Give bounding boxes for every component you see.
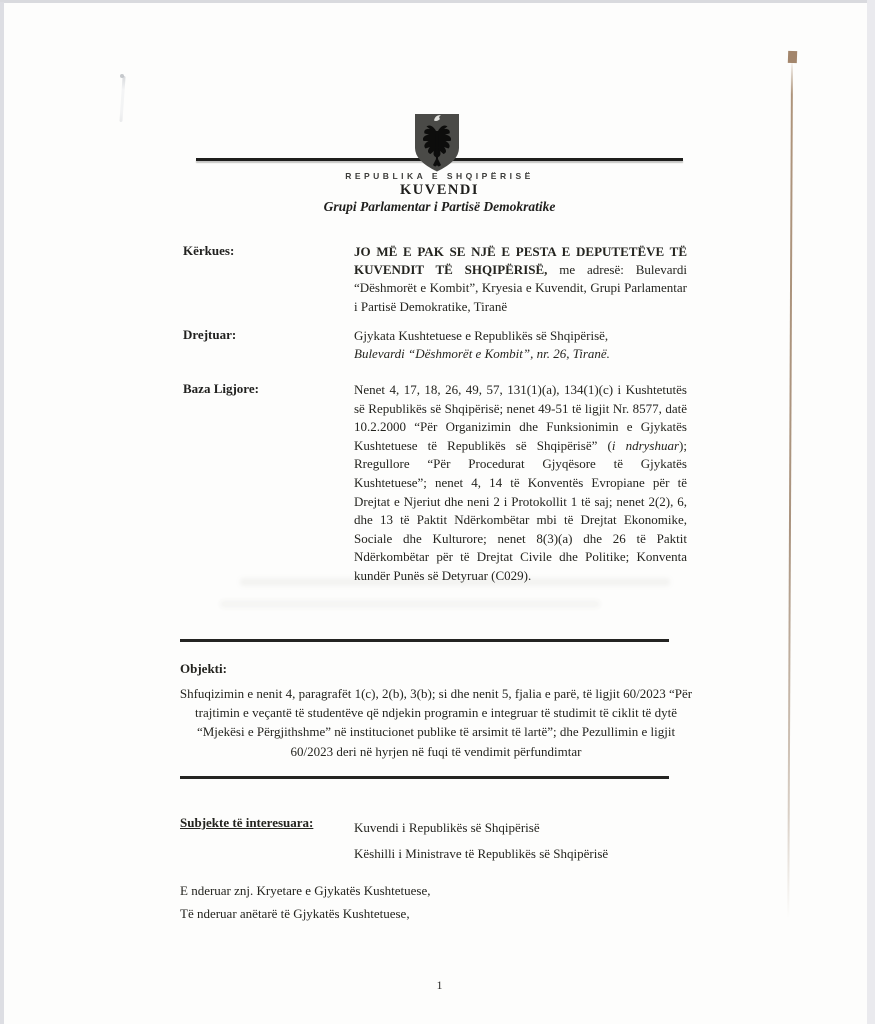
drejtuar-line2: Bulevardi “Dëshmorët e Kombit”, nr. 26, Tiranë. xyxy=(354,346,610,362)
section-rule-top xyxy=(180,639,669,642)
republic-title: REPUBLIKA E SHQIPËRISË xyxy=(345,171,534,181)
drejtuar-line1: Gjykata Kushtetuese e Republikës së Shqipërisë, xyxy=(354,328,609,343)
objekti-text: Shfuqizimin e nenit 4, paragrafët 1(c), 2(b), 3(b); si dhe nenit 5, fjalia e parë, të ligjit 60/2023 “Për trajtimin e veçantë të studentëve që ndjekin programin e integruar të studimit të ciklit të dytë “Mjekësi e Përgjithshme” në institucionet publike të arsimit të lartë”; dhe Pezullimin e ligjit 60/2023 deri në hyrjen në fuqi të vendimit përfundimtar xyxy=(179,686,693,759)
field-label-drejtuar: Drejtuar: xyxy=(183,327,237,342)
subjekte-item: Kuvendi i Republikës së Shqipërisë xyxy=(354,820,540,835)
salutation-lines xyxy=(180,879,431,925)
salutation-line: E nderuar znj. Kryetare e Gjykatës Kushtetuese, xyxy=(180,883,431,898)
salutation-line: Të nderuar anëtarë të Gjykatës Kushtetuese, xyxy=(180,906,410,921)
baza-ligjore-part1: Nenet 4, 17, 18, 26, 49, 57, 131(1)(a), 134(1)(c) i Kushtetutës së Republikës së Shqipërisë; nenet 49-51 të ligjit Nr. 8577, datë 10.2.2000 “Për Organizimin dhe Funksionimin e Gjykatës Kushtetuese të Republikës së Shqipërisë” ( xyxy=(354,382,687,453)
field-value-baza-ligjore xyxy=(354,381,687,586)
baza-ligjore-part2: ); Rregullore “Për Procedurat Gjyqësore të Gjykatës Kushtetuese”; nenet 4, 14 të Konventës Evropiane për të Drejtat e Njeriut dhe neni 2 i Protokollit 1 të saj; nenet 2(2), 6, dhe 13 të Paktit Ndërkombëtar mbi të Drejtat Ekonomike, Sociale dhe Kulturore; nenet 8(3)(a) dhe 26 të Paktit Ndërkombëtar për të Drejtat Civile dhe Politike; Konventa kundër Punës së Detyruar (C029). xyxy=(354,437,687,583)
institution-title: KUVENDI xyxy=(400,182,479,198)
kerkues-rest-text: me adresë: Bulevardi “Dëshmorët e Kombit”, Kryesia e Kuvendit, Grupi Parlamentar i Partisë Demokratike, Tiranë xyxy=(354,262,687,314)
field-label-baza-ligjore: Baza Ligjore: xyxy=(183,381,259,396)
parliamentary-group-title: Grupi Parlamentar i Partisë Demokratike xyxy=(323,199,556,214)
subjekte-label: Subjekte të interesuara: xyxy=(180,815,314,830)
field-label-kerkues: Kërkues: xyxy=(183,243,235,258)
albania-coat-of-arms-icon xyxy=(412,113,462,173)
subjekte-items xyxy=(354,815,608,866)
objekti-label: Objekti: xyxy=(180,661,227,676)
kerkues-bold-text: JO MË E PAK SE NJË E PESTA E DEPUTETËVE TË KUVENDIT TË SHQIPËRISË, xyxy=(354,244,687,278)
subjekte-item: Këshilli i Ministrave të Republikës së Shqipërisë xyxy=(354,845,609,861)
field-value-drejtuar xyxy=(354,327,687,363)
section-rule-bottom xyxy=(180,776,669,779)
field-value-kerkues xyxy=(354,243,687,316)
baza-ligjore-italic: i ndryshuar xyxy=(611,437,680,453)
page-number: 1 xyxy=(436,978,443,992)
